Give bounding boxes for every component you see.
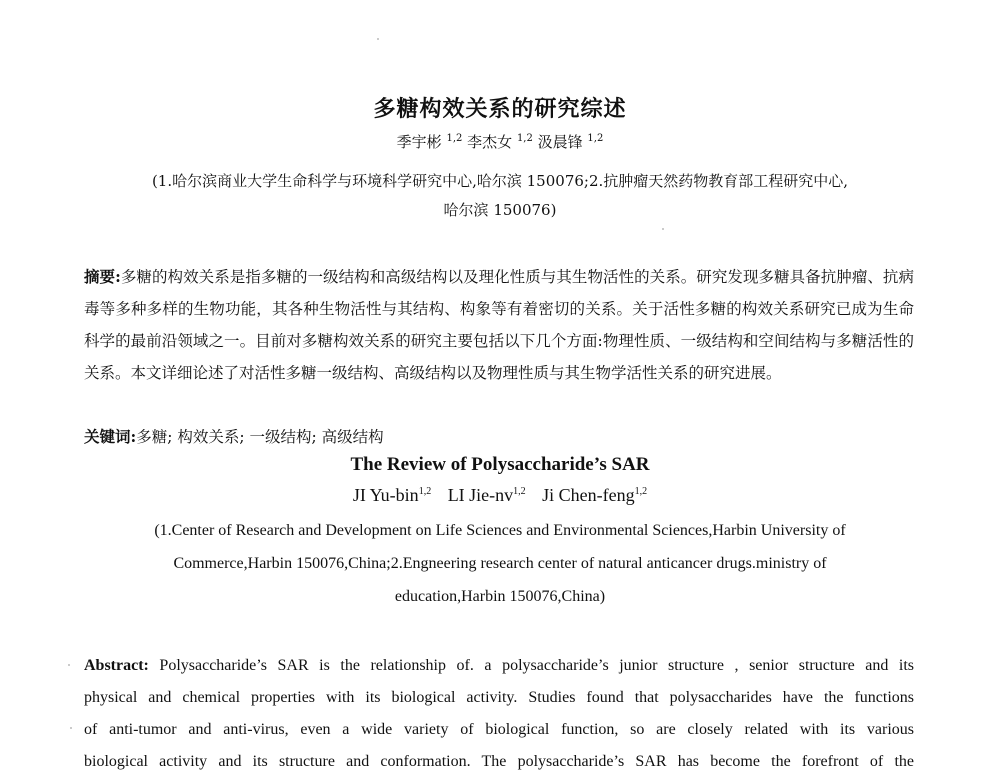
keywords-text: 多糖; 构效关系; 一级结构; 高级结构 — [136, 428, 384, 446]
author-name: LI Jie-nv — [447, 485, 514, 505]
english-affiliation-line: education,Harbin 150076,China) — [394, 588, 606, 605]
english-abstract — [84, 650, 914, 778]
author-affiliation-marker: 1,2 — [587, 133, 604, 144]
scan-speck — [662, 228, 664, 230]
abstract-label: Abstract: — [84, 657, 149, 674]
keywords-label: 关键词: — [84, 427, 137, 446]
author-affiliation-marker: 1,2 — [446, 133, 463, 144]
chinese-affiliation-line: 哈尔滨 150076) — [443, 201, 557, 219]
author-name: 李杰女 — [467, 133, 513, 151]
english-authors — [0, 485, 1000, 506]
english-author — [448, 485, 526, 505]
scan-speck — [377, 38, 379, 40]
abstract-text: Polysaccharide’s SAR is the relationship of. a polysaccharide’s junior structure , senior structure and its — [159, 657, 915, 674]
author-name: 季宇彬 — [396, 133, 442, 151]
chinese-affiliation-line: (1.哈尔滨商业大学生命科学与环境科学研究中心,哈尔滨 150076;2.抗肿瘤天然药物教育部工程研究中心, — [151, 172, 849, 190]
english-abstract-line: of anti-tumor and anti-virus, even a wide variety of biological function, so are closely related with its various — [84, 721, 914, 738]
english-author — [542, 485, 647, 505]
chinese-abstract — [84, 261, 914, 389]
english-abstract-line: physical and chemical properties with its biological activity. Studies found that polysaccharides have the functions — [84, 689, 914, 706]
author-affiliation-marker: 1,2 — [513, 486, 526, 497]
scan-speck — [68, 664, 70, 666]
chinese-authors — [0, 131, 1000, 152]
chinese-keywords — [84, 421, 914, 453]
author-affiliation-marker: 1,2 — [634, 486, 648, 497]
english-affiliation-line: (1.Center of Research and Development on Life Sciences and Environmental Sciences,Harbin University of — [154, 522, 846, 539]
author-affiliation-marker: 1,2 — [516, 133, 533, 144]
abstract-label: 摘要: — [84, 267, 121, 286]
author-name: 汲晨锋 — [537, 133, 583, 151]
english-author — [353, 485, 431, 505]
author-name: JI Yu-bin — [352, 485, 419, 505]
scan-speck — [70, 727, 72, 729]
author-affiliation-marker: 1,2 — [418, 486, 432, 497]
english-affiliation-line: Commerce,Harbin 150076,China;2.Engneering research center of natural anticancer drugs.ministry of — [173, 555, 827, 572]
author-name: Ji Chen-feng — [542, 485, 635, 505]
english-title: The Review of Polysaccharide’s SAR — [350, 454, 650, 475]
english-abstract-line — [84, 650, 914, 682]
english-abstract-line: biological activity and its structure and conformation. The polysaccharide’s SAR has become the forefront of the — [84, 753, 914, 770]
abstract-text: 多糖的构效关系是指多糖的一级结构和高级结构以及理化性质与其生物活性的关系。研究发现多糖具备抗肿瘤、抗病毒等多种多样的生物功能，其各种生物活性与其结构、构象等有着密切的关系。关于活性多糖的构效关系研究已成为生命科学的最前沿领域之一。目前对多糖构效关系的研究主要包括以下几个方面:物理性质、一级结构和空间结构与多糖活性的关系。本文详细论述了对活性多糖一级结构、高级结构以及物理性质与其生物学活性关系的研究进展。 — [84, 268, 914, 382]
chinese-title: 多糖构效关系的研究综述 — [373, 96, 627, 122]
